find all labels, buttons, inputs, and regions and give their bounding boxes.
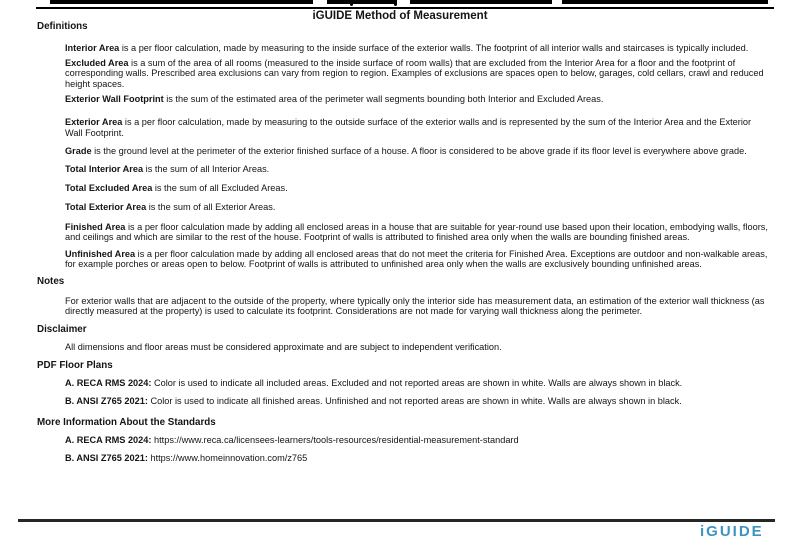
definition-text: is a per floor calculation, made by measuring to the inside surface of the exterior walls. The footprint of all interior walls and staircases is typically included. bbox=[119, 43, 749, 53]
page-title: iGUIDE Method of Measurement bbox=[312, 10, 488, 22]
term-label: Finished Area bbox=[65, 221, 126, 232]
pdf-item-text: Color is used to indicate all finished areas. Unfinished and not reported areas are shown in white. Walls are always shown in black. bbox=[147, 396, 682, 406]
iguide-logo bbox=[700, 523, 776, 540]
standard-label: A. RECA RMS 2024: bbox=[65, 435, 152, 445]
section-heading-disclaimer: Disclaimer bbox=[37, 324, 87, 335]
document-body bbox=[37, 21, 775, 464]
section-heading-more-information: More Information About the Standards bbox=[37, 416, 216, 428]
term-label: Exterior Wall Footprint bbox=[65, 94, 164, 104]
ansi-standard-link[interactable]: https://www.homeinnovation.com/z765 bbox=[147, 453, 308, 463]
clipped-text-descender bbox=[350, 3, 353, 6]
section-heading-notes: Notes bbox=[37, 276, 65, 287]
clipped-text-segment bbox=[327, 0, 397, 4]
definition-text: is a per floor calculation made by adding all enclosed areas that do not meet the criteria for Finished Area. Exceptions are outdoor and non-walkable areas, for example porches or areas open to below. Footprint of walls is attributed to unfinished area only when the walls are exclusively bounding unfinished areas. bbox=[65, 248, 768, 269]
definition-total-interior-area bbox=[65, 164, 770, 175]
section-heading-definitions: Definitions bbox=[37, 21, 88, 32]
disclaimer-text: All dimensions and floor areas must be considered approximate and are subject to independent verification. bbox=[65, 341, 502, 352]
top-divider bbox=[36, 7, 774, 9]
definition-text: is a per floor calculation, made by measuring to the outside surface of the exterior walls and is represented by the sum of the Interior Area and the Exterior Wall Footprint. bbox=[65, 117, 752, 138]
definition-total-exterior-area bbox=[65, 202, 770, 213]
definition-grade bbox=[65, 146, 770, 157]
term-label: Total Interior Area bbox=[65, 164, 144, 174]
notes-text: For exterior walls that are adjacent to the outside of the property, where typically only the interior side has measurement data, an estimation of the exterior wall thickness (as directly measured at the property) is used to calculate its footprint. Considerations are not made for varying wall thickness along the perimeter. bbox=[65, 295, 765, 316]
iguide-logo-text: iGUIDE bbox=[700, 523, 764, 540]
standards-item-ansi bbox=[65, 453, 770, 464]
term-label: Excluded Area bbox=[65, 57, 129, 68]
pdf-item-text: Color is used to indicate all included areas. Excluded and not reported areas are shown in white. Walls are always shown in black. bbox=[151, 378, 683, 388]
definition-exterior-area bbox=[65, 117, 770, 138]
term-label: Exterior Area bbox=[65, 117, 123, 127]
reca-standard-link[interactable]: https://www.reca.ca/licensees-learners/tools-resources/residential-measurement-standard bbox=[151, 435, 519, 445]
term-label: Total Exterior Area bbox=[65, 201, 147, 212]
definition-excluded-area bbox=[65, 58, 770, 90]
term-label: Total Excluded Area bbox=[65, 183, 153, 193]
standards-item-reca bbox=[65, 435, 770, 446]
definition-text: is the sum of the estimated area of the perimeter wall segments bounding both Interior and Excluded Areas. bbox=[163, 94, 604, 104]
definition-text: is the sum of all Exterior Areas. bbox=[146, 201, 276, 212]
definition-text: is the ground level at the perimeter of the exterior finished surface of a house. A floor is considered to be above grade if its floor level is everywhere above grade. bbox=[91, 146, 747, 156]
term-label: Interior Area bbox=[65, 43, 120, 53]
term-label: Unfinished Area bbox=[65, 248, 136, 259]
bottom-divider bbox=[18, 519, 775, 522]
clipped-text-segment bbox=[410, 0, 552, 4]
clipped-text-descender bbox=[394, 3, 397, 6]
clipped-text-segment bbox=[50, 0, 313, 4]
pdf-item-reca bbox=[65, 378, 770, 389]
definition-unfinished-area bbox=[65, 249, 770, 270]
notes-paragraph bbox=[65, 296, 770, 317]
definition-text: is the sum of all Interior Areas. bbox=[143, 164, 270, 174]
standard-label: B. ANSI Z765 2021: bbox=[65, 453, 148, 463]
definition-text: is a per floor calculation made by adding all enclosed areas in a house that are suitable for year-round use based upon their location, embodying walls, floors, and ceilings and which are similar to the rest of the house. Footprint of walls is attributed to finished area only when the walls are bounding finished areas. bbox=[65, 221, 768, 242]
definition-text: is a sum of the area of all rooms (measured to the inside surface of room walls) that are excluded from the Interior Area for a floor and the footprint of corresponding walls. Prescribed area exclusions can vary from region to region. Examples of exclusions are spaces open to below, garages, cold cellars, crawl and reduced height spaces. bbox=[65, 57, 764, 89]
standard-label: B. ANSI Z765 2021: bbox=[65, 396, 148, 406]
definition-exterior-wall-footprint bbox=[65, 94, 770, 105]
definition-total-excluded-area bbox=[65, 183, 770, 194]
standard-label: A. RECA RMS 2024: bbox=[65, 378, 152, 388]
definition-interior-area bbox=[65, 43, 770, 54]
term-label: Grade bbox=[65, 146, 92, 156]
definition-finished-area bbox=[65, 222, 770, 243]
definition-text: is the sum of all Excluded Areas. bbox=[152, 183, 288, 193]
clipped-text-segment bbox=[562, 0, 768, 4]
pdf-item-ansi bbox=[65, 396, 770, 407]
section-heading-pdf-floor-plans: PDF Floor Plans bbox=[37, 360, 113, 371]
disclaimer-paragraph bbox=[65, 342, 770, 353]
